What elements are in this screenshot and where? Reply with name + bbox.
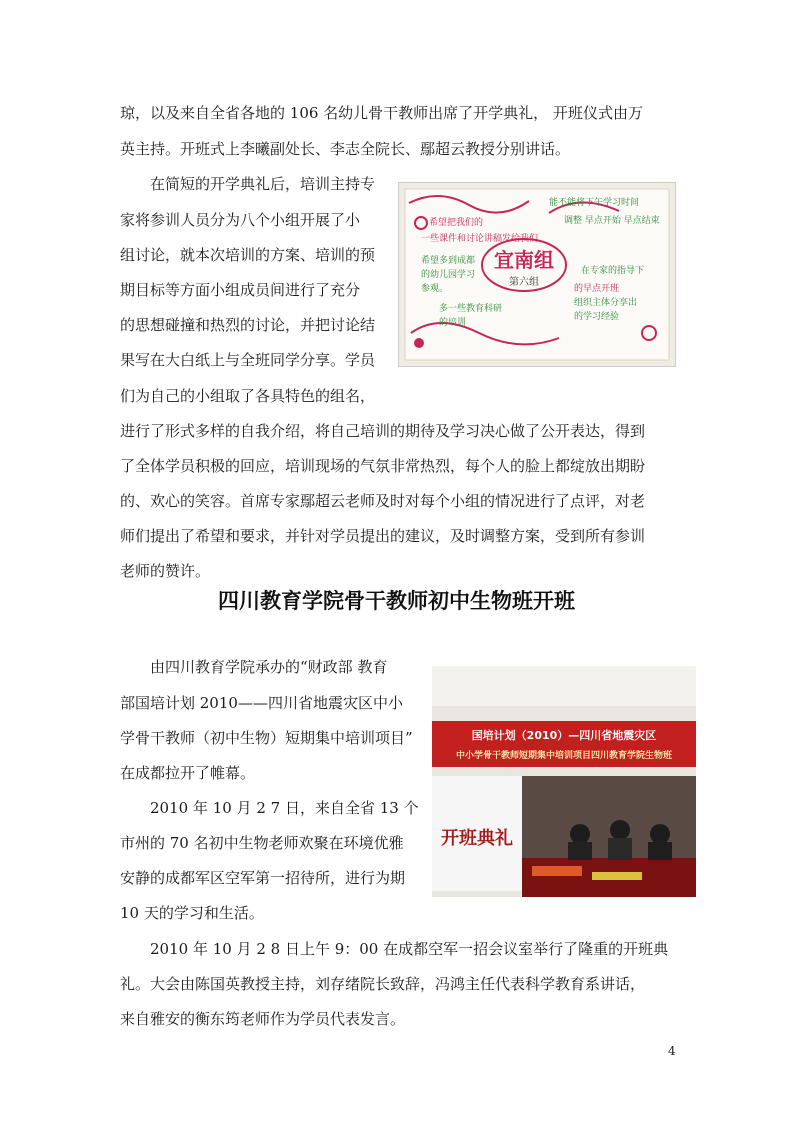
paragraph-line: 琼，以及来自全省各地的 106 名幼儿骨干教师出席了开学典礼， 开班仪式由万 <box>120 104 643 122</box>
paragraph-line: 进行了形式多样的自我介绍，将自己培训的期待及学习决心做了公开表达，得到 <box>120 422 646 440</box>
paragraph-line: 2010 年 10 月 2 7 日，来自全省 13 个 <box>150 799 419 817</box>
paragraph-line: 礼。大会由陈国英教授主持，刘存绪院长致辞，冯鸿主任代表科学教育系讲话， <box>120 975 646 993</box>
screen-caption: 开班典礼 <box>441 828 513 849</box>
paragraph-line: 的思想碰撞和热烈的讨论，并把讨论结 <box>120 316 376 334</box>
paragraph-line: 在简短的开学典礼后，培训主持专 <box>150 175 376 193</box>
paragraph-line: 10 天的学习和生活。 <box>120 904 264 922</box>
poster-note: 的学习经验 <box>574 312 620 322</box>
poster-note: 的幼儿园学习 <box>421 270 476 280</box>
poster-note: 一些课件和讨论讲稿发给我们 <box>421 234 539 244</box>
banner-line-2: 中小学骨干教师短期集中培训项目四川教育学院生物班 <box>455 751 673 761</box>
poster-group-sub: 第六组 <box>509 277 539 288</box>
paragraph-line: 2010 年 10 月 2 8 日上午 9：00 在成都空军一招会议室举行了隆重的开班典 <box>150 940 669 958</box>
paragraph-line: 们为自己的小组取了各具特色的组名， <box>120 387 376 405</box>
paragraph-line: 家将参训人员分为八个小组开展了小 <box>120 211 361 229</box>
section-title: 四川教育学院骨干教师初中生物班开班 <box>218 589 575 613</box>
paragraph-line: 了全体学员积极的回应，培训现场的气氛非常热烈，每个人的脸上都绽放出期盼 <box>120 457 646 475</box>
poster-note: 多一些教育科研 <box>439 304 503 314</box>
poster-note: 组织主体分享出 <box>574 298 638 308</box>
paragraph-line: 果写在大白纸上与全班同学分享。学员 <box>120 351 376 369</box>
paragraph-line: 师们提出了希望和要求，并针对学员提出的建议，及时调整方案，受到所有参训 <box>120 527 646 545</box>
poster-note: 希望把我们的 <box>429 218 484 228</box>
paragraph-line: 学骨干教师（初中生物）短期集中培训项目” <box>120 729 413 747</box>
paragraph-line: 市州的 70 名初中生物老师欢聚在环境优雅 <box>120 834 404 852</box>
paragraph-line: 来自雅安的衡东筠老师作为学员代表发言。 <box>120 1010 406 1028</box>
paragraph-line: 组讨论，就本次培训的方案、培训的预 <box>120 246 376 264</box>
banner-line-1: 国培计划（2010）—四川省地震灾区 <box>471 729 657 742</box>
poster-note: 的培训 <box>439 318 467 328</box>
paragraph-line: 英主持。开班式上李曦副处长、李志全院长、鄢超云教授分别讲话。 <box>120 140 571 158</box>
paragraph-line: 在成都拉开了帷幕。 <box>120 764 256 782</box>
poster-illustration <box>399 183 675 366</box>
paragraph-line: 的、欢心的笑容。首席专家鄢超云老师及时对每个小组的情况进行了点评，对老 <box>120 492 646 510</box>
paragraph-line: 由四川教育学院承办的“财政部 教育 <box>150 658 388 676</box>
poster-note: 参观。 <box>421 284 449 294</box>
paragraph-line: 安静的成都军区空军第一招待所，进行为期 <box>120 869 406 887</box>
poster-note: 的早点开班 <box>574 284 620 294</box>
paragraph-line: 期目标等方面小组成员间进行了充分 <box>120 281 361 299</box>
poster-group-name: 宜南组 <box>494 248 554 272</box>
poster-note: 在专家的指导下 <box>581 266 645 276</box>
poster-note: 希望多到成都 <box>421 256 476 266</box>
page-number: 4 <box>668 1044 676 1058</box>
poster-note: 调整 早点开始 早点结束 <box>564 216 660 226</box>
poster-note: 能不能将下午学习时间 <box>549 198 640 208</box>
paragraph-line: 老师的赞许。 <box>120 562 211 580</box>
ceremony-illustration <box>432 666 696 897</box>
ceremony-photo <box>432 666 696 897</box>
group-poster-photo <box>398 182 676 367</box>
paragraph-line: 部国培计划 2010——四川省地震灾区中小 <box>120 694 403 712</box>
